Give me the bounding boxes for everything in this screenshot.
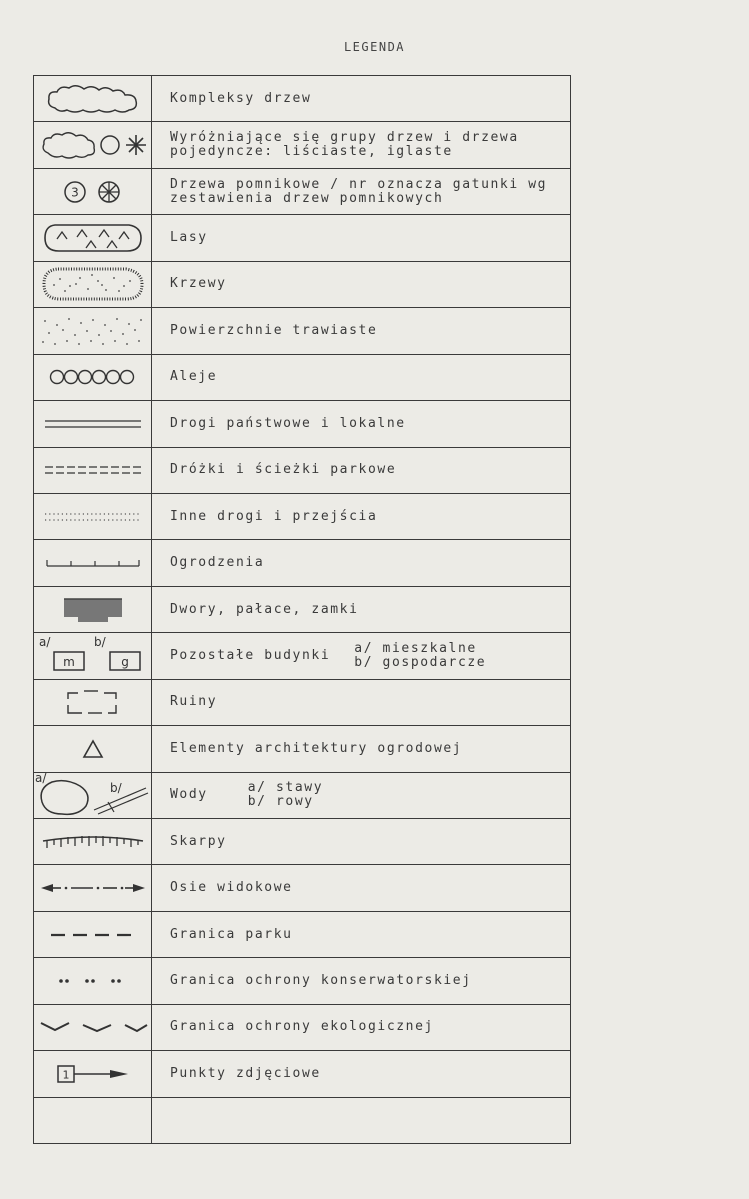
variant-a-label: a/ [35, 770, 47, 785]
legend-label: pojedyncze: liściaste, iglaste [170, 144, 453, 160]
legend-label: Osie widokowe [170, 880, 293, 896]
legend-row [34, 865, 570, 911]
dash-line-icon [34, 912, 152, 957]
building-icon [34, 633, 152, 678]
legend-row [34, 215, 570, 261]
legend-row [34, 448, 570, 494]
legend-sub-a: a/ stawy [247, 780, 324, 796]
water-icon [34, 770, 152, 818]
monument-tree-icon [34, 169, 152, 214]
legend-row [34, 770, 570, 819]
dotted-line-icon [34, 494, 152, 539]
legend-row [34, 401, 570, 447]
legend-title: LEGENDA [343, 40, 406, 54]
double-line-road-icon [34, 401, 152, 446]
escarpment-icon [34, 819, 152, 864]
legend-label: Inne drogi i przejścia [170, 508, 378, 524]
legend-label: Ogrodzenia [170, 555, 265, 571]
legend-sub-b: b/ gospodarcze [354, 654, 487, 670]
dot-pairs-icon [34, 958, 152, 1003]
legend-label: Aleje [170, 369, 218, 385]
legend-label: Ruiny [170, 694, 218, 710]
legend-label: Pozostałe budynki [170, 647, 331, 663]
alley-circles-icon [34, 355, 152, 400]
variant-b-label: b/ [94, 635, 106, 650]
monument-number: 3 [70, 185, 79, 200]
legend-row [34, 355, 570, 401]
legend-row [34, 122, 570, 168]
dashed-double-line-icon [34, 448, 152, 493]
variant-a-label: a/ [39, 635, 51, 650]
legend-table [33, 75, 571, 1144]
legend-row-empty [34, 1098, 570, 1143]
legend-label: Elementy architektury ogrodowej [170, 740, 463, 756]
photo-point-icon [34, 1051, 152, 1096]
legend-row [34, 1051, 570, 1097]
legend-row [34, 726, 570, 772]
legend-row [34, 262, 570, 308]
legend-label: Krzewy [170, 276, 227, 292]
legend-label: Granica parku [170, 926, 293, 942]
legend-label: Skarpy [170, 833, 227, 849]
legend-label: Granica ochrony konserwatorskiej [170, 973, 472, 989]
legend-label: Drogi państwowe i lokalne [170, 415, 406, 431]
farm-letter: g [120, 654, 129, 669]
legend-label: zestawienia drzew pomnikowych [170, 190, 444, 206]
forest-icon [34, 215, 152, 260]
legend-row [34, 540, 570, 586]
view-axis-icon [34, 865, 152, 910]
legend-label: Wyróżniające się grupy drzew i drzewa [170, 130, 519, 146]
legend-sub-a: a/ mieszkalne [354, 640, 477, 656]
legend-row [34, 308, 570, 354]
legend-label: Granica ochrony ekologicznej [170, 1019, 434, 1035]
legend-row [34, 633, 570, 679]
legend-sub-b: b/ rowy [247, 794, 314, 810]
legend-label: Powierzchnie trawiaste [170, 322, 378, 338]
shrub-icon [34, 262, 152, 307]
legend-label: Wody [170, 787, 208, 803]
manor-icon [34, 587, 152, 632]
tree-group-icon [34, 122, 152, 167]
legend-row [34, 169, 570, 215]
legend-row [34, 494, 570, 540]
grass-dots-icon [34, 308, 152, 353]
legend-label: Punkty zdjęciowe [170, 1065, 321, 1081]
legend-row [34, 819, 570, 865]
legend-label: Kompleksy drzew [170, 90, 312, 106]
variant-b-label: b/ [110, 780, 122, 795]
fence-icon [34, 540, 152, 585]
legend-label: Lasy [170, 230, 208, 246]
residential-letter: m [62, 654, 75, 669]
legend-row [34, 958, 570, 1004]
legend-row [34, 76, 570, 122]
legend-row [34, 680, 570, 726]
legend-label: Dróżki i ścieżki parkowe [170, 462, 397, 478]
ruins-icon [34, 680, 152, 725]
empty-symbol-cell [34, 1098, 152, 1143]
legend-row [34, 1005, 570, 1051]
photo-point-number: 1 [62, 1068, 69, 1082]
triangle-icon [34, 726, 152, 771]
legend-row [34, 912, 570, 958]
legend-label: Drzewa pomnikowe / nr oznacza gatunki wg [170, 176, 548, 192]
legend-label: Dwory, pałace, zamki [170, 601, 359, 617]
chevron-line-icon [34, 1005, 152, 1050]
tree-cluster-icon [34, 76, 152, 121]
legend-row [34, 587, 570, 633]
